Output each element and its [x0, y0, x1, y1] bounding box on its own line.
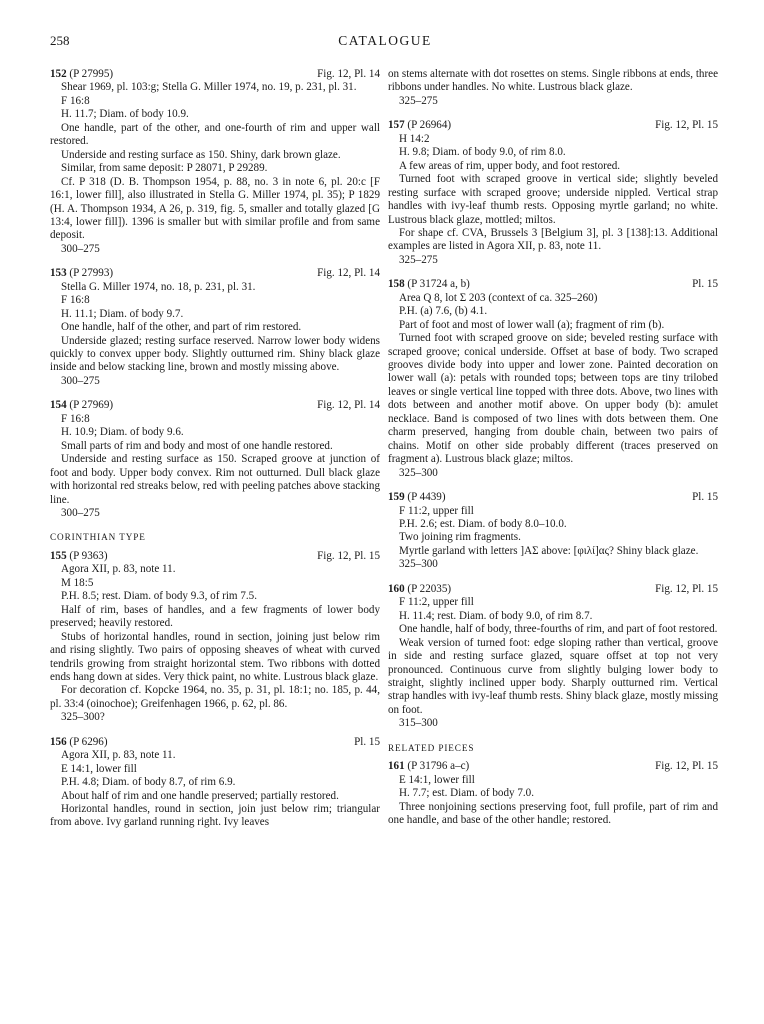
entry-header [388, 119, 718, 132]
inventory-number: (P 9363) [69, 549, 108, 562]
figure-reference: Fig. 12, Pl. 14 [317, 399, 380, 412]
entry-number: 155 [50, 549, 67, 562]
entry-header [388, 491, 718, 504]
entry-date: 300–275 [61, 242, 100, 255]
description-paragraph: For decoration cf. Kopcke 1964, no. 35, p. 31, pl. 18:1; no. 185, p. 44, pl. 33:4 (oinochoe); Greifenhagen 1966, p. 62, pl. 86. [50, 684, 380, 710]
entry-number: 152 [50, 68, 67, 80]
entry-header [388, 760, 718, 773]
entry-meta-line: H. 11.7; Diam. of body 10.9. [61, 108, 189, 121]
entry-meta-line: H. 7.7; est. Diam. of body 7.0. [399, 787, 534, 800]
entry-header [388, 278, 718, 291]
entry-number: 153 [50, 267, 67, 280]
description-paragraph: Turned foot with scraped groove on side; beveled resting surface with scraped groove; conical underside. Offset at base of body. Two scraped grooves divide body into upper and lower zone. Painted decoration on lower wall (a): petals with rounded tops; between tops are tiny trilobed leaves or single vertical line topped with three dots. Above, two lines with dots between and another motif above. On upper body (b): amulet necklace. Band is composed of two lines with dots between them. One charm preserved, hanging from double chain, between two pairs of chains. Motif on other side probably different (traces preserved on fragment a). Lustrous black glaze; miltos. [388, 332, 718, 466]
description-paragraph: Cf. P 318 (D. B. Thompson 1954, p. 88, no. 3 in note 6, pl. 20:c [F 16:1, lower fill], also illustrated in Stella G. Miller 1974, pl. 35); P 1829 (H. A. Thompson 1934, A 26, p. 319, fig. 5, smaller and totally glazed [G 13:4, lower fill]). 1396 is smaller but with similar profile and from same deposit. [50, 175, 380, 242]
catalogue-entry [50, 736, 380, 830]
entry-meta-line: Agora XII, p. 83, note 11. [61, 563, 176, 576]
entry-meta-line: H 14:2 [399, 132, 430, 145]
entry-date: 325–300? [61, 711, 105, 724]
description-paragraph: Horizontal handles, round in section, join just below rim; triangular from above. Ivy garland running right. Ivy leaves [50, 803, 380, 829]
entry-meta-line: E 14:1, lower fill [61, 762, 137, 775]
entry-date: 300–275 [61, 374, 100, 387]
entry-meta-line: F 16:8 [61, 94, 90, 107]
description-paragraph: Three nonjoining sections preserving foot, full profile, part of rim and one handle, and base of the other handle; restored. [388, 800, 718, 827]
entry-meta-line: Shear 1969, pl. 103:g; Stella G. Miller 1974, no. 19, p. 231, pl. 31. [61, 81, 357, 94]
entry-meta-line: F 11:2, upper fill [399, 596, 474, 609]
description-paragraph: on stems alternate with dot rosettes on stems. Single ribbons at ends, three ribbons under handles. No white. Lustrous black glaze. [388, 68, 718, 94]
catalogue-entry [388, 760, 718, 827]
entry-header [50, 550, 380, 563]
entry-meta-line: F 16:8 [61, 412, 90, 425]
entry-header [50, 68, 380, 81]
figure-reference: Pl. 15 [692, 278, 718, 291]
figure-reference: Fig. 12, Pl. 14 [317, 68, 380, 80]
entry-meta-line: Agora XII, p. 83, note 11. [61, 749, 176, 762]
entry-date: 300–275 [61, 507, 100, 519]
inventory-number: (P 27995) [69, 68, 114, 80]
description-paragraph: About half of rim and one handle preserved; partially restored. [61, 789, 339, 802]
description-paragraph: One handle, half of body, three-fourths of rim, and part of foot restored. [399, 623, 718, 636]
catalogue-entry [388, 583, 718, 731]
entry-number: 158 [388, 278, 405, 291]
entry-meta-line: H. 11.1; Diam. of body 9.7. [61, 307, 184, 320]
left-column [50, 68, 380, 841]
entry-meta-line: F 16:8 [61, 294, 90, 307]
catalogue-entry [50, 267, 380, 388]
entry-meta-line: H. 9.8; Diam. of body 9.0, of rim 8.0. [399, 146, 566, 159]
description-paragraph: One handle, half of the other, and part of rim restored. [61, 321, 302, 334]
description-paragraph: Stubs of horizontal handles, round in section, joining just below rim and rising slightly. Two pairs of opposing sheaves of wheat with curved tendrils growing from straight horizontal stem. Two ribbons with dotted ends hang down at sides. Very thick paint, no white. Lustrous black glaze. [50, 630, 380, 683]
description-paragraph: For shape cf. CVA, Brussels 3 [Belgium 3], pl. 3 [138]:13. Additional examples are listed in Agora XII, p. 83, note 11. [388, 226, 718, 253]
catalogue-entry [50, 399, 380, 520]
page-number: 258 [50, 33, 70, 48]
inventory-number: (P 31724 a, b) [407, 278, 470, 291]
figure-reference: Fig. 12, Pl. 15 [317, 549, 380, 562]
entry-number: 161 [388, 760, 405, 773]
entry-number: 159 [388, 491, 405, 504]
catalogue-entry [388, 119, 718, 267]
description-paragraph: Weak version of turned foot: edge sloping rather than vertical, groove in side and resting surface glazed, square offset at top not very pronounced. Continuous curve from slightly bulging lower body to straight, slightly inclined upper body. Sharply outturned rim. Vertical strap handles with ivy-leaf thumb rests. Shiny black glaze, mostly missing on foot. [388, 636, 718, 716]
description-paragraph: Small parts of rim and body and most of one handle restored. [61, 439, 333, 452]
entry-meta-line: P.H. (a) 7.6, (b) 4.1. [399, 305, 488, 318]
inventory-number: (P 22035) [407, 582, 452, 595]
inventory-number: (P 26964) [407, 119, 452, 132]
entry-meta-line: H. 10.9; Diam. of body 9.6. [61, 426, 184, 439]
figure-reference: Fig. 12, Pl. 15 [655, 582, 718, 595]
description-paragraph: One handle, part of the other, and one-fourth of rim and upper wall restored. [50, 121, 380, 148]
catalogue-entry [50, 550, 380, 725]
entry-meta-line: F 11:2, upper fill [399, 504, 474, 517]
description-paragraph: Underside glazed; resting surface reserved. Narrow lower body widens quickly to convex upper body. Slightly outturned rim. Shiny black glaze inside and below stacking line, brown and mostly missing above. [50, 334, 380, 374]
running-head: CATALOGUE [338, 33, 432, 48]
inventory-number: (P 6296) [69, 735, 108, 748]
right-column [388, 68, 718, 838]
entry-date: 325–300 [399, 558, 438, 571]
entry-number: 154 [50, 399, 67, 412]
catalogue-entry [388, 491, 718, 572]
figure-reference: Fig. 12, Pl. 15 [655, 119, 718, 132]
entry-meta-line: P.H. 4.8; Diam. of body 8.7, of rim 6.9. [61, 776, 236, 789]
inventory-number: (P 27969) [69, 399, 114, 412]
entry-date: 315–300 [399, 717, 438, 730]
description-paragraph: Similar, from same deposit: P 28071, P 29289. [61, 162, 268, 175]
entry-date: 325–275 [399, 94, 438, 107]
description-paragraph: Underside and resting surface as 150. Shiny, dark brown glaze. [61, 148, 341, 161]
section-heading: RELATED PIECES [388, 742, 475, 753]
inventory-number: (P 31796 a–c) [407, 760, 470, 773]
section-heading: CORINTHIAN TYPE [50, 532, 146, 543]
entry-date: 325–275 [399, 253, 438, 266]
entry-number: 157 [388, 119, 405, 132]
description-paragraph: Half of rim, bases of handles, and a few fragments of lower body preserved; heavily restored. [50, 603, 380, 630]
entry-header [50, 267, 380, 280]
entry-date: 325–300 [399, 466, 438, 479]
entry-header [388, 583, 718, 596]
entry-meta-line: H. 11.4; rest. Diam. of body 9.0, of rim 8.7. [399, 609, 593, 622]
figure-reference: Fig. 12, Pl. 15 [655, 760, 718, 773]
entry-meta-line: M 18:5 [61, 576, 94, 589]
figure-reference: Pl. 15 [354, 735, 380, 748]
entry-meta-line: P.H. 8.5; rest. Diam. of body 9.3, of rim 7.5. [61, 590, 257, 603]
catalogue-entry [50, 68, 380, 256]
entry-meta-line: E 14:1, lower fill [399, 773, 475, 786]
entry-header [50, 736, 380, 749]
description-paragraph: A few areas of rim, upper body, and foot restored. [399, 159, 621, 172]
entry-meta-line: Stella G. Miller 1974, no. 18, p. 231, pl. 31. [61, 280, 256, 293]
description-paragraph: Part of foot and most of lower wall (a); fragment of rim (b). [399, 318, 665, 331]
description-paragraph: Two joining rim fragments. [399, 531, 521, 544]
inventory-number: (P 27993) [69, 267, 114, 280]
inventory-number: (P 4439) [407, 491, 446, 504]
description-paragraph: Myrtle garland with letters ]ΑΣ above: [φιλί]ας? Shiny black glaze. [399, 544, 699, 557]
entry-meta-line: P.H. 2.6; est. Diam. of body 8.0–10.0. [399, 518, 567, 530]
description-paragraph: Turned foot with scraped groove in vertical side; slightly beveled resting surface with scraped groove; underside nippled. Vertical strap handles with ivy-leaf thumb rests. Opposing myrtle garland; no white. Lustrous black glaze, mottled; miltos. [388, 173, 718, 226]
catalogue-entry [388, 278, 718, 480]
page-header [50, 34, 720, 54]
entry-meta-line: Area Q 8, lot Σ 203 (context of ca. 325–260) [399, 291, 598, 304]
figure-reference: Pl. 15 [692, 491, 718, 504]
description-paragraph: Underside and resting surface as 150. Scraped groove at junction of foot and body. Upper body convex. Rim not outturned. Dull black glaze with horizontal red streaks below, red with peeling patches above stacking line. [50, 453, 380, 506]
figure-reference: Fig. 12, Pl. 14 [317, 267, 380, 280]
entry-header [50, 399, 380, 412]
entry-number: 156 [50, 735, 67, 748]
entry-number: 160 [388, 582, 405, 595]
entry-continuation [388, 68, 718, 108]
